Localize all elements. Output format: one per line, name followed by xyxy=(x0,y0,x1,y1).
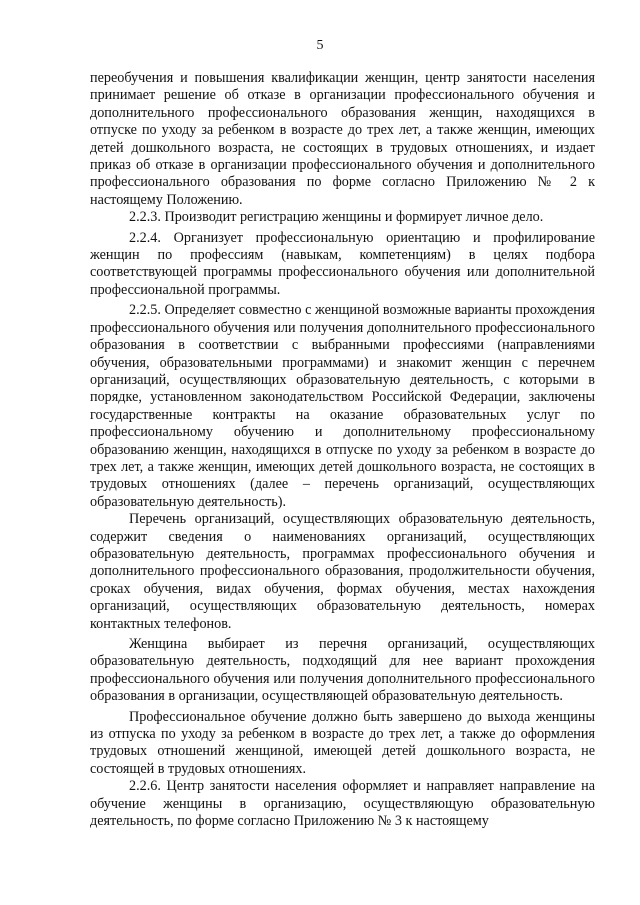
page-number: 5 xyxy=(316,38,324,53)
paragraph-continuation: переобучения и повышения квалификации женщин, центр занятости населения принимает решение об отказе в организации профессионального обучения и дополнительного профессионального образования женщин, находящихся в отпуске по уходу за ребенком в возрасте до трех лет, а также женщин, имеющих детей дошкольного возраста, не состоящих в трудовых отношениях, и издает приказ об отказе в организации профессионального обучения и дополнительного профессионального образования по форме согласно Приложению № 2 к настоящему Положению. xyxy=(90,70,595,208)
paragraph-2-2-5: 2.2.5. Определяет совместно с женщиной возможные варианты прохождения профессионального обучения или получения дополнительного профессионального образования в соответствии с выбранными профессиями (направлениями обучения, образовательными программами) и знакомит женщин с перечнем организаций, осуществляющих образовательную деятельность, с которыми в порядке, установленном законодательством Российской Федерации, заключены государственные контракты на оказание образовательных услуг по профессиональному обучению и дополнительному профессиональному образованию женщин, находящихся в отпуске по уходу за ребенком в возрасте до трех лет, а также женщин, имеющих детей дошкольного возраста, не состоящих в трудовых отношениях (далее – перечень организаций, осуществляющих образовательную деятельность). xyxy=(90,302,595,510)
paragraph-2-2-3: 2.2.3. Производит регистрацию женщины и формирует личное дело. xyxy=(129,209,544,226)
paragraph-training-completion: Профессиональное обучение должно быть завершено до выхода женщины из отпуска по уходу за ребенком в возрасте до трех лет, а также до оформления трудовых отношений женщиной, имеющей детей дошкольного возраста, не состоящей в трудовых отношениях. xyxy=(90,708,595,777)
paragraph-2-2-4: 2.2.4. Организует профессиональную ориентацию и профилирование женщин по профессиям (навыкам, компетенциям) в целях подбора соответствующей программы профессионального обучения или дополнительной профессиональной программы. xyxy=(90,229,595,298)
paragraph-woman-choice: Женщина выбирает из перечня организаций, осуществляющих образовательную деятельность, подходящий для нее вариант прохождения профессионального обучения или получения дополнительного профессионального образования в организации, осуществляющей образовательную деятельность. xyxy=(90,636,595,705)
paragraph-organization-list: Перечень организаций, осуществляющих образовательную деятельность, содержит сведения о наименованиях организаций, осуществляющих образовательную деятельность, программах профессионального обучения и дополнительного профессионального образования, продолжительности обучения, сроках обучения, видах обучения, формах обучения, местах нахождения организаций, осуществляющих образовательную деятельность, номерах контактных телефонов. xyxy=(90,511,595,632)
paragraph-2-2-6: 2.2.6. Центр занятости населения оформляет и направляет направление на обучение женщины в организацию, осуществляющую образовательную деятельность, по форме согласно Приложению № 3 к настоящему xyxy=(90,778,595,830)
document-body xyxy=(90,70,595,830)
